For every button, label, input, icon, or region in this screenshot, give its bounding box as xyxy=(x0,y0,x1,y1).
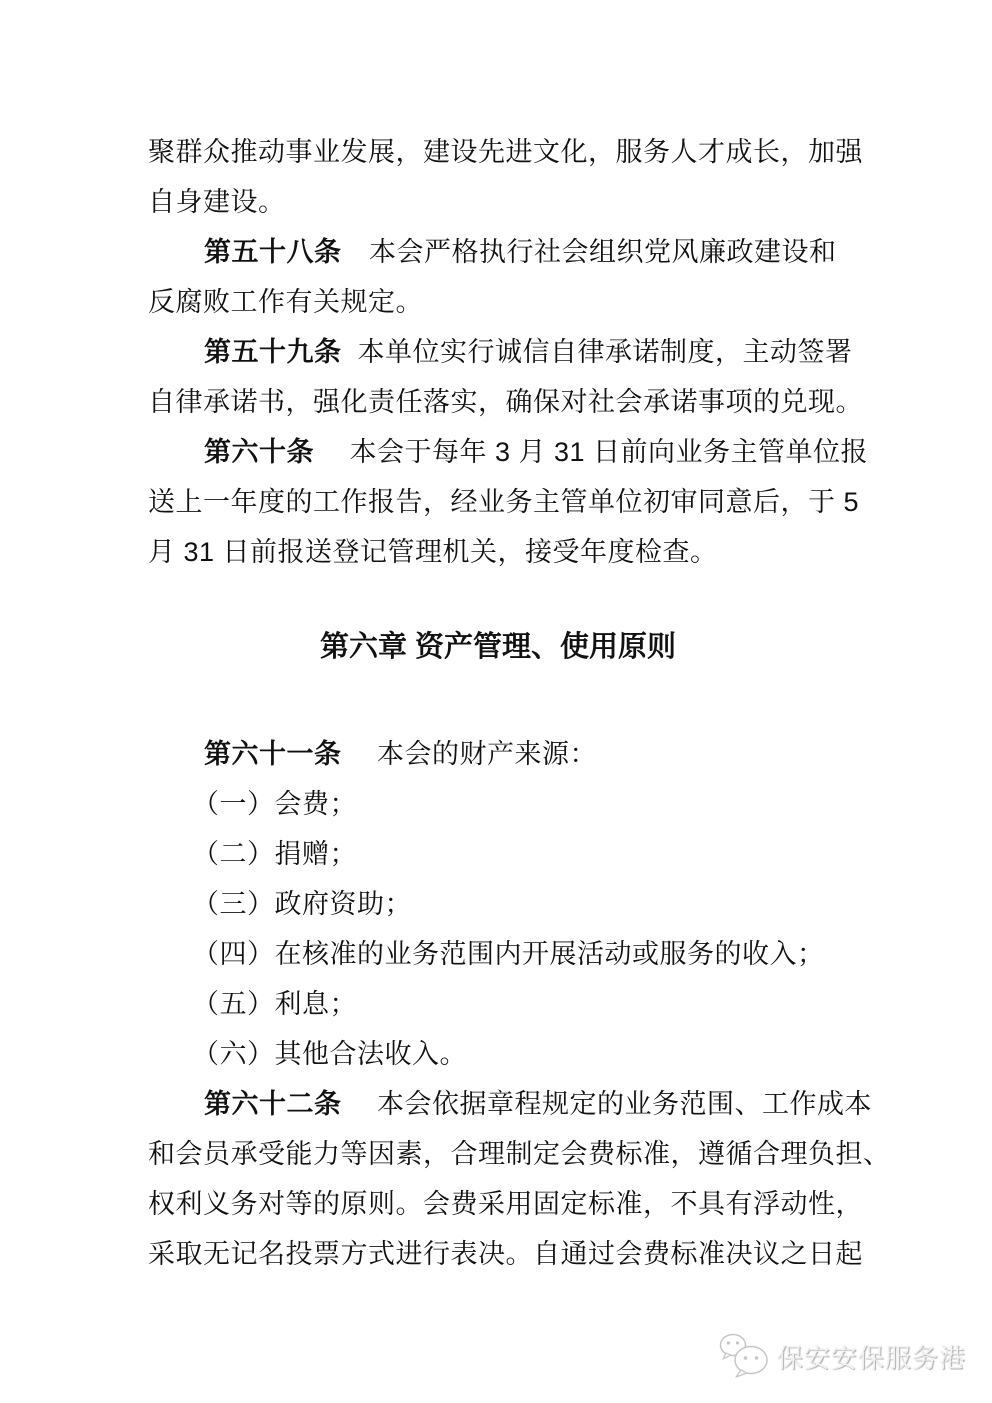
body-line: 权利义务对等的原则。会费采用固定标准，不具有浮动性， xyxy=(148,1189,863,1219)
watermark-label: 保安安保服务港 xyxy=(776,1342,966,1373)
article-number: 第六十条 xyxy=(204,437,314,467)
article-text: 本会依据章程规定的业务范围、工作成本 xyxy=(341,1089,873,1119)
article-number: 第五十九条 xyxy=(204,337,342,367)
body-line: 采取无记名投票方式进行表决。自通过会费标准决议之日起 xyxy=(148,1239,863,1269)
body-line: 聚群众推动事业发展，建设先进文化，服务人才成长，加强 xyxy=(148,137,863,167)
body-line: 反腐败工作有关规定。 xyxy=(148,287,423,317)
article-number: 第六十二条 xyxy=(204,1089,342,1119)
list-item-4: （四）在核准的业务范围内开展活动或服务的收入； xyxy=(192,939,825,969)
article-number: 第六十一条 xyxy=(204,739,342,769)
watermark xyxy=(719,1332,966,1380)
article-line-62 xyxy=(148,1079,873,1129)
article-line-60 xyxy=(148,427,869,477)
document-body xyxy=(148,127,891,1279)
article-line-59 xyxy=(148,327,853,377)
article-line-58 xyxy=(148,227,848,277)
list-item-3: （三）政府资助； xyxy=(192,889,412,919)
article-text: 本会的财产来源： xyxy=(341,739,598,769)
list-item-6: （六）其他合法收入。 xyxy=(192,1039,467,1069)
article-text: 本单位实行诚信自律承诺制度，主动签署 xyxy=(341,337,853,367)
article-text: 本会于每年 3 月 31 日前向业务主管单位报 xyxy=(314,437,869,467)
body-line: 送上一年度的工作报告，经业务主管单位初审同意后，于 5 xyxy=(148,487,860,517)
body-line: 和会员承受能力等因素，合理制定会费标准，遵循合理负担、 xyxy=(148,1139,891,1169)
body-line: 自律承诺书，强化责任落实，确保对社会承诺事项的兑现。 xyxy=(148,387,863,417)
list-item-1: （一）会费； xyxy=(192,789,357,819)
body-line: 月 31 日前报送登记管理机关，接受年度检查。 xyxy=(148,537,718,567)
article-number: 第五十八条 xyxy=(204,237,342,267)
wechat-logo-icon xyxy=(719,1332,769,1380)
article-line-61 xyxy=(148,729,848,779)
chapter-heading: 第六章 资产管理、使用原则 xyxy=(319,631,677,663)
list-item-2: （二）捐赠； xyxy=(192,839,357,869)
article-text: 本会严格执行社会组织党风廉政建设和 xyxy=(341,237,837,267)
body-line: 自身建设。 xyxy=(148,187,286,217)
list-item-5: （五）利息； xyxy=(192,989,357,1019)
